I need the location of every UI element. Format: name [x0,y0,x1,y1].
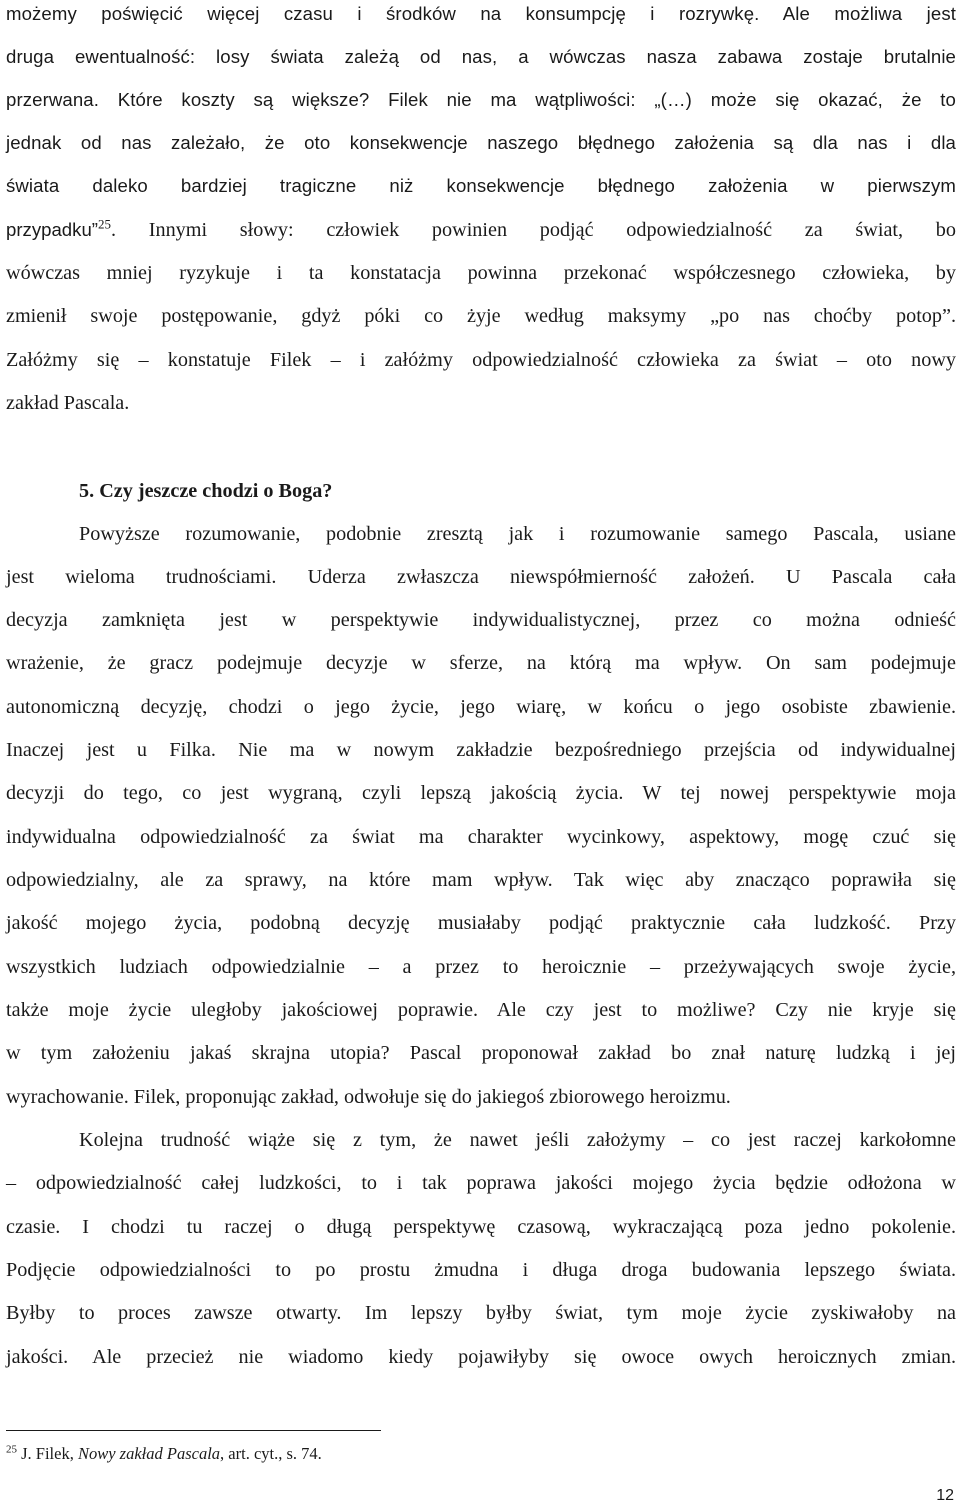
text-line: druga ewentualność: losy świata zależą od nas, a wówczas nasza zabawa zostaje brutalnie [6,46,956,67]
text-segment: przypadku” [6,219,98,240]
text-line: decyzja zamknięta jest w perspektywie indywidualistycznej, przez co można odnieść [6,609,956,631]
text-line: w tym założeniu jakaś skrajna utopia? Pascal proponował zakład bo znał naturę ludzką i jej [6,1042,956,1064]
text-line: wrażenie, że gracz podejmuje decyzje w sferze, na którą ma wpływ. On sam podejmuje [6,652,956,674]
text-line: odpowiedzialny, ale za sprawy, na które mam wpływ. Tak więc aby znacząco poprawiła się [6,869,956,891]
text-line: przerwana. Które koszty są większe? Filek nie ma wątpliwości: „(…) może się okazać, że to [6,89,956,110]
text-line: decyzji do tego, co jest wygraną, czyli lepszą jakością życia. W tej nowej perspektywie moja [6,782,956,804]
text-line: zakład Pascala. [6,392,130,414]
text-line: jakości. Ale przecież nie wiadomo kiedy pojawiłyby się owoce owych heroicznych zmian. [6,1346,956,1368]
section-heading: 5. Czy jeszcze chodzi o Boga? [79,480,333,502]
text-line: Inaczej jest u Filka. Nie ma w nowym zakładzie bezpośredniego przejścia od indywidualnej [6,739,956,761]
text-line: indywidualna odpowiedzialność za świat ma charakter wycinkowy, aspektowy, mogę czuć się [6,826,956,848]
text-line: autonomiczną decyzję, chodzi o jego życie, jego wiarę, w końcu o jego osobiste zbawienie. [6,696,956,718]
text-line-with-footnote-ref [6,216,956,244]
page-number: 12 [936,1487,954,1504]
text-line: zmienił swoje postępowanie, gdyż póki co żyje według maksymy „po nas choćby potop”. [6,305,956,327]
text-line: świata daleko bardziej tragiczne niż konsekwencje błędnego założenia w pierwszym [6,175,956,196]
text-line: czasie. I chodzi tu raczej o długą perspektywę czasową, wykraczającą poza jedno pokolenie. [6,1216,956,1238]
footnote-number: 25 [6,1443,17,1456]
text-line: Kolejna trudność wiąże się z tym, że nawet jeśli założymy – co jest raczej karkołomne [79,1129,956,1151]
text-line: Powyższe rozumowanie, podobnie zresztą jak i rozumowanie samego Pascala, usiane [79,523,956,545]
text-line: wyrachowanie. Filek, proponując zakład, odwołuje się do jakiegoś zbiorowego heroizmu. [6,1086,731,1108]
text-line: jakość mojego życia, podobną decyzję musiałaby podjąć praktycznie cała ludzkość. Przy [6,912,956,934]
text-line: wszystkich ludziach odpowiedzialnie – a przez to heroicznie – przeżywających swoje życie, [6,956,956,978]
text-line: – odpowiedzialność całej ludzkości, to i tak poprawa jakości mojego życia będzie odłożona w [6,1172,956,1194]
text-line: także moje życie uległoby jakościowej poprawie. Ale czy jest to możliwe? Czy nie kryje się [6,999,956,1021]
footnote [6,1442,322,1466]
text-line: możemy poświęcić więcej czasu i środków na konsumpcję i rozrywkę. Ale możliwa jest [6,3,956,24]
text-line: wówczas mniej ryzykuje i ta konstatacja powinna przekonać współczesnego człowieka, by [6,262,956,284]
text-segment: . Innymi słowy: człowiek powinien podjąć odpowiedzialność za świat, bo [110,219,956,241]
footnote-reference: 25 [97,216,111,232]
text-line: Załóżmy się – konstatuje Filek – i załóżmy odpowiedzialność człowieka za świat – oto nowy [6,349,956,371]
text-line: Byłby to proces zawsze otwarty. Im lepszy byłby świat, tym moje życie zyskiwałoby na [6,1302,956,1324]
text-line: jest wieloma trudnościami. Uderza zwłaszcza niewspółmierność założeń. U Pascala cała [6,566,956,588]
footnote-text: , art. cyt., s. 74. [220,1444,322,1463]
footnote-text: J. Filek, [21,1444,78,1463]
text-line: Podjęcie odpowiedzialności to po prostu żmudna i długa droga budowania lepszego świata. [6,1259,956,1281]
text-line: jednak od nas zależało, że oto konsekwencje naszego błędnego założenia są dla nas i dla [6,132,956,153]
footnote-separator [6,1430,381,1431]
footnote-title: Nowy zakład Pascala [77,1444,221,1463]
